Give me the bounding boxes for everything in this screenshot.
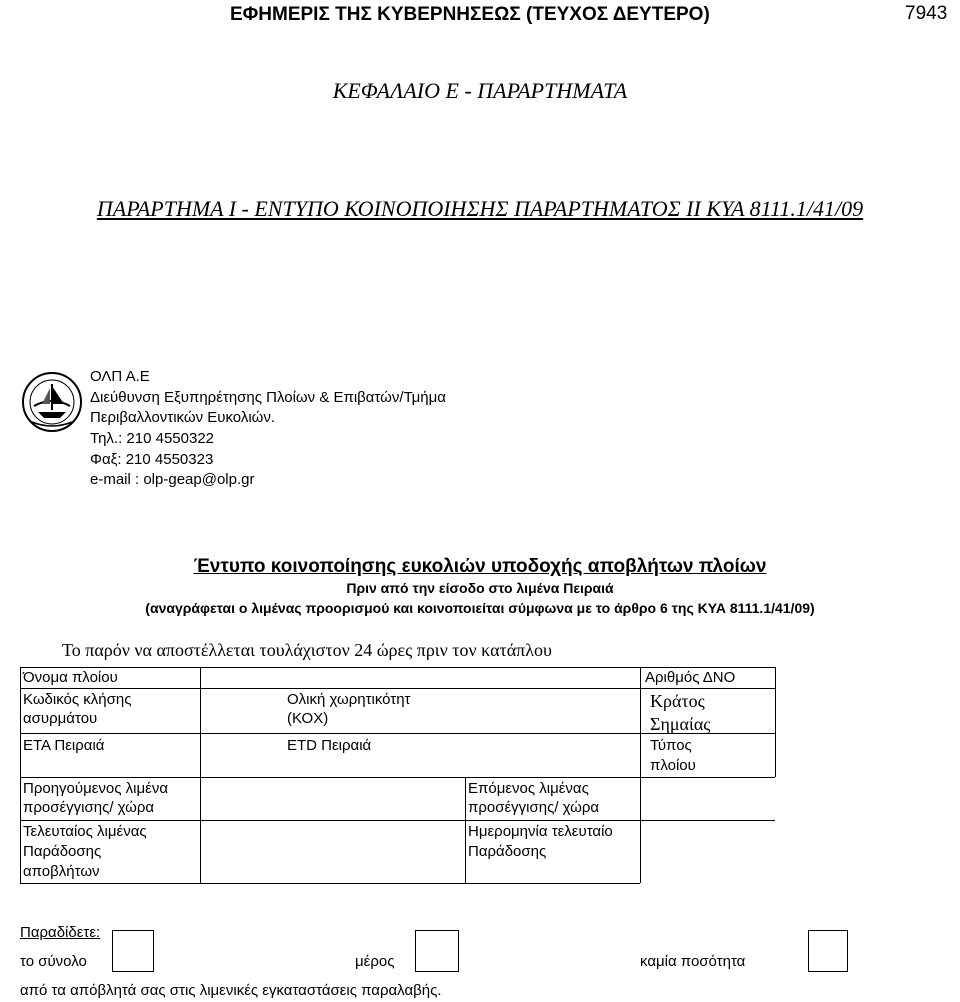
form-notice: Το παρόν να αποστέλλεται τουλάχιστον 24 ώρες πριν τον κατάπλου [62, 640, 552, 660]
flag-state-label-1: Κράτος [650, 691, 705, 711]
org-department-line1: Διεύθυνση Εξυπηρέτησης Πλοίων & Επιβατών/Τμήμα [90, 389, 446, 406]
prev-port-label-2: προσέγγισης/ χώρα [23, 799, 155, 816]
next-port-label-1: Επόμενος λιμένας [468, 780, 589, 797]
checkbox-all[interactable] [112, 930, 154, 972]
org-department-line2: Περιβαλλοντικών Ευκολιών. [90, 409, 276, 426]
ship-type-label-1: Τύπος [650, 737, 692, 754]
page-number: 7943 [905, 3, 948, 24]
org-phone: Τηλ.: 210 4550322 [90, 430, 214, 447]
delivery-tail-text: από τα απόβλητά σας στις λιμενικές εγκαταστάσεις παραλαβής. [20, 982, 442, 999]
ship-name-label: Όνομα πλοίου [23, 669, 118, 686]
annex-title: ΠΑΡΑΡΤΗΜΑ Ι - ΕΝΤΥΠΟ ΚΟΙΝΟΠΟΙΗΣΗΣ ΠΑΡΑΡΤΗΜΑΤΟΣ ΙΙ ΚΥΑ 8111.1/41/09 [96, 196, 864, 221]
last-port-label-2: Παράδοσης [23, 843, 102, 860]
checkbox-none[interactable] [808, 930, 848, 972]
form-title: Έντυπο κοινοποίησης ευκολιών υποδοχής αποβλήτων πλοίων [193, 556, 767, 577]
gross-tonnage-label-1: Ολική χωρητικότητ [287, 691, 411, 708]
prev-port-label-1: Προηγούμενος λιμένα [23, 780, 168, 797]
flag-state-label-2: Σημαίας [650, 714, 711, 734]
option-part-label: μέρος [355, 953, 395, 970]
call-sign-label-1: Κωδικός κλήσης [23, 691, 132, 708]
form-subtitle-1: Πριν από την είσοδο στο λιμένα Πειραιά [346, 580, 614, 596]
next-port-label-2: προσέγγισης/ χώρα [468, 799, 600, 816]
option-all-label: το σύνολο [20, 953, 87, 970]
delivery-label: Παραδίδετε: [20, 924, 101, 941]
last-date-label-2: Παράδοσης [468, 843, 547, 860]
etd-label: ETD Πειραιά [287, 737, 372, 754]
call-sign-label-2: ασυρμάτου [23, 710, 98, 727]
ship-type-label-2: πλοίου [650, 757, 696, 774]
eta-label: ΕΤΑ Πειραιά [23, 737, 105, 754]
org-name: ΟΛΠ Α.Ε [90, 368, 150, 385]
chapter-title: ΚΕΦΑΛΑΙΟ Ε - ΠΑΡΑΡΤΗΜΑΤΑ [332, 78, 628, 103]
last-port-label-3: αποβλήτων [23, 863, 100, 880]
gross-tonnage-label-2: (ΚΟΧ) [287, 710, 329, 727]
olp-logo [20, 370, 84, 434]
gazette-header-title: ΕΦΗΜΕΡΙΣ ΤΗΣ ΚΥΒΕΡΝΗΣΕΩΣ (ΤΕΥΧΟΣ ΔΕΥΤΕΡΟ) [230, 4, 710, 25]
org-email: e-mail : olp-geap@olp.gr [90, 471, 255, 488]
last-port-label-1: Τελευταίος λιμένας [23, 823, 147, 840]
checkbox-part[interactable] [415, 930, 459, 972]
option-none-label: καμία ποσότητα [640, 953, 746, 970]
last-date-label-1: Ημερομηνία τελευταίο [468, 823, 613, 840]
org-fax: Φαξ: 210 4550323 [90, 451, 214, 468]
imo-number-label: Αριθμός ΔΝΟ [645, 669, 736, 686]
form-subtitle-2: (αναγράφεται ο λιμένας προορισμού και κοινοποιείται σύμφωνα με το άρθρο 6 της ΚΥΑ 8111.1/41/09) [145, 600, 815, 616]
